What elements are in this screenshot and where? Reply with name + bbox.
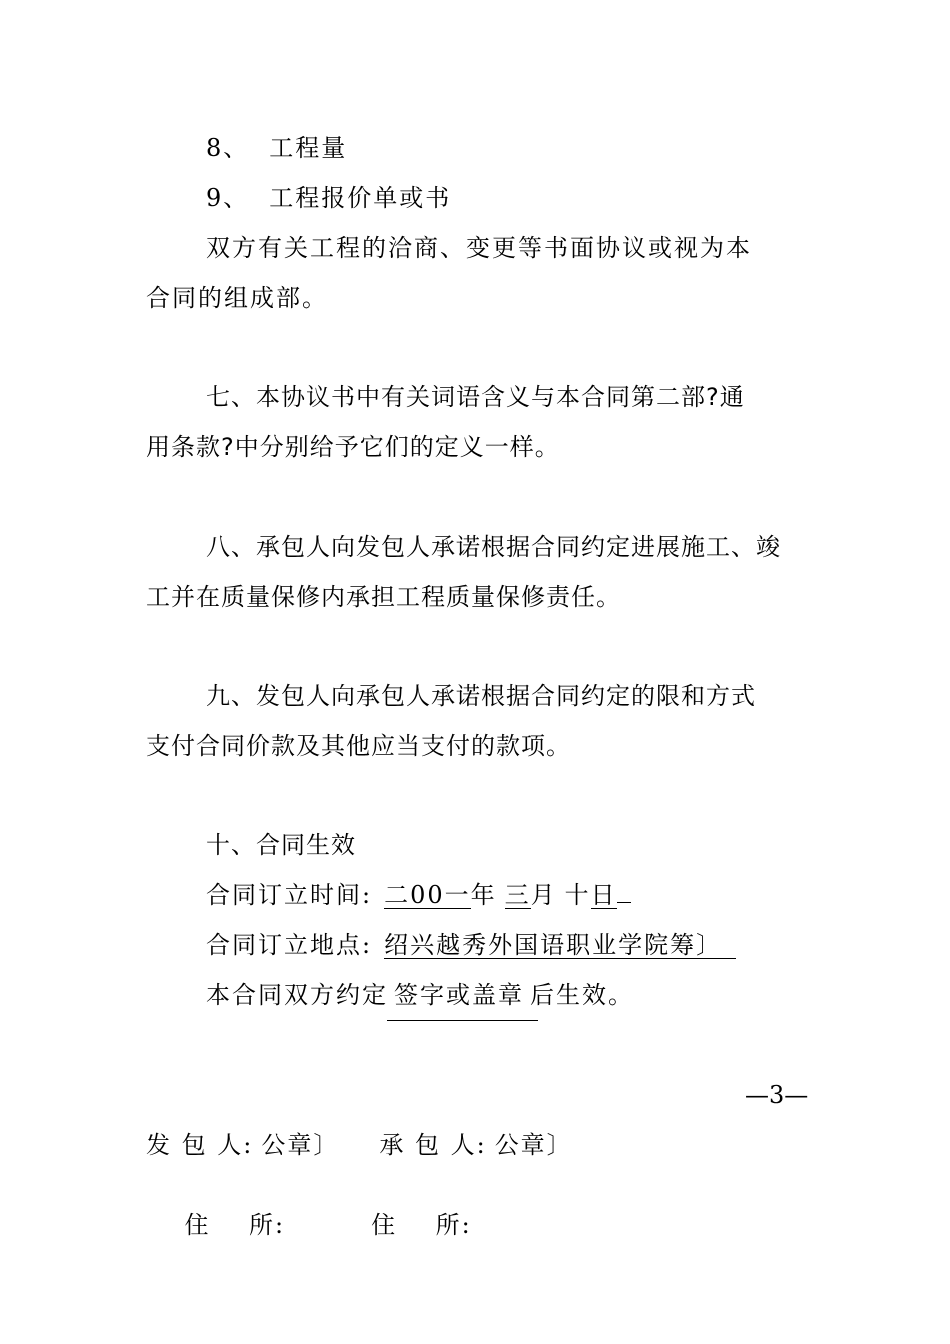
- contract-effect-suffix: 后生效。: [530, 981, 634, 1009]
- contract-date-line: [206, 880, 631, 910]
- clause-10-heading: 十、合同生效: [206, 831, 356, 859]
- clause-8-line: 工并在质量保修内承担工程质量保修责任。: [146, 583, 621, 611]
- item-text: 工程报价单或书: [269, 184, 452, 212]
- contract-date-label: 合同订立时间:: [206, 881, 373, 909]
- contractor-label: 承 包 人:: [379, 1131, 487, 1159]
- contract-place-line: [206, 930, 736, 960]
- signature-line: [146, 1130, 573, 1160]
- contract-effect-value: 签字或盖章: [394, 981, 524, 1009]
- clause-7-line: 七、本协议书中有关词语含义与本合同第二部?通: [206, 383, 745, 411]
- page-number: —3—: [745, 1081, 809, 1109]
- contract-place-value: 绍兴越秀外国语职业学院筹〕: [384, 932, 736, 959]
- contract-date-year: 二00一: [384, 881, 471, 909]
- clause-9-line: 九、发包人向承包人承诺根据合同约定的限和方式: [206, 682, 756, 710]
- effect-underline: [387, 1020, 538, 1021]
- contract-date-year-suffix: 年: [470, 881, 497, 909]
- item-number: 9、: [206, 184, 250, 212]
- item-text: 工程量: [269, 134, 348, 162]
- contract-effect-line: [206, 980, 634, 1010]
- employer-seal: 公章〕: [261, 1131, 340, 1159]
- contract-place-label: 合同订立地点:: [206, 931, 373, 959]
- contractor-seal: 公章〕: [494, 1131, 573, 1159]
- employer-address-label: 住 所:: [184, 1211, 286, 1239]
- contractor-address-label: 住 所:: [371, 1211, 472, 1239]
- contract-date-day: 十: [564, 881, 591, 909]
- contract-date-day-suffix: 日: [590, 881, 617, 909]
- clause-8-line: 八、承包人向发包人承诺根据合同约定进展施工、竣: [206, 533, 781, 561]
- contract-date-month-suffix: 月: [530, 881, 557, 909]
- paragraph-line: 合同的组成部。: [146, 284, 328, 312]
- contract-effect-prefix: 本合同双方约定: [206, 981, 388, 1009]
- list-item: [206, 133, 347, 163]
- clause-7-line: 用条款?中分别给予它们的定义一样。: [146, 433, 560, 461]
- list-item: [206, 183, 451, 213]
- paragraph-line: 双方有关工程的洽商、变更等书面协议或视为本: [206, 234, 752, 262]
- address-line: [146, 1180, 472, 1270]
- employer-label: 发 包 人:: [146, 1131, 254, 1159]
- contract-date-month: 三: [504, 881, 531, 909]
- item-number: 8、: [206, 134, 250, 162]
- clause-9-line: 支付合同价款及其他应当支付的款项。: [146, 732, 571, 760]
